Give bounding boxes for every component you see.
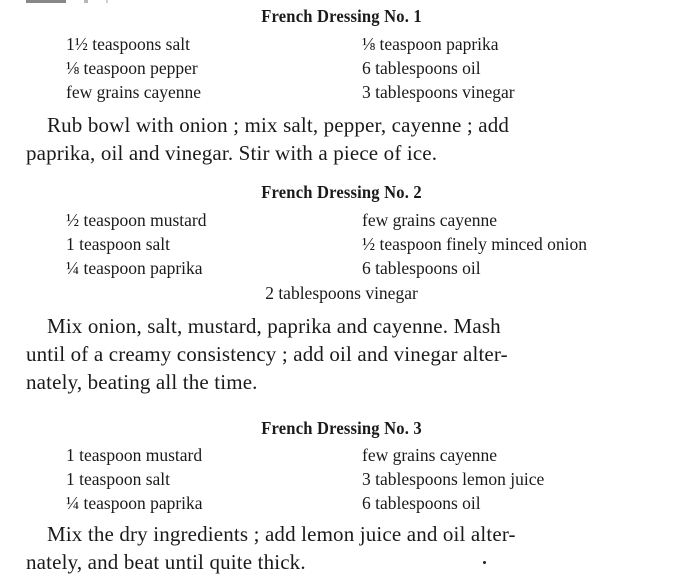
scan-speck: [483, 561, 486, 564]
directions-line: paprika, oil and vinegar. Stir with a piece of ice.: [26, 141, 438, 165]
ingredient: 3 tablespoons lemon juice: [362, 469, 545, 489]
ingredient: ¼ teaspoon paprika: [66, 258, 203, 278]
ingredient: ½ teaspoon finely minced onion: [362, 234, 588, 254]
recipe-title-1: French Dressing No. 1: [261, 6, 422, 26]
directions-line: until of a creamy consistency ; add oil and vinegar alter-: [26, 342, 508, 366]
recipe-directions-2: [26, 312, 666, 396]
directions-line: Rub bowl with onion ; mix salt, pepper, cayenne ; add: [47, 113, 510, 137]
recipe-title-3: French Dressing No. 3: [261, 418, 422, 438]
recipe-directions-1: [26, 111, 666, 167]
ingredient: ½ teaspoon mustard: [66, 210, 207, 230]
ingredient: 1 teaspoon salt: [66, 234, 171, 254]
ingredient: 1 teaspoon salt: [66, 469, 171, 489]
ingredient: few grains cayenne: [66, 82, 202, 102]
directions-line: nately, and beat until quite thick.: [26, 550, 306, 574]
directions-line: nately, beating all the time.: [26, 370, 258, 394]
ingredient: ⅛ teaspoon paprika: [362, 34, 499, 54]
ingredient: 6 tablespoons oil: [362, 258, 481, 278]
ingredient: 6 tablespoons oil: [362, 58, 481, 78]
ingredient: ⅛ teaspoon pepper: [66, 58, 198, 78]
cropped-previous-line: [26, 0, 116, 3]
recipe-directions-3: [26, 520, 666, 576]
ingredient: 1½ teaspoons salt: [66, 34, 190, 54]
ingredient: 3 tablespoons vinegar: [362, 82, 515, 102]
recipe-title-2: French Dressing No. 2: [261, 182, 422, 202]
ingredient: few grains cayenne: [362, 210, 498, 230]
ingredient: ¼ teaspoon paprika: [66, 493, 203, 513]
directions-line: Mix onion, salt, mustard, paprika and cayenne. Mash: [47, 314, 501, 338]
ingredient: 2 tablespoons vinegar: [265, 283, 418, 303]
ingredient: few grains cayenne: [362, 445, 498, 465]
ingredient: 1 teaspoon mustard: [66, 445, 203, 465]
ingredient: 6 tablespoons oil: [362, 493, 481, 513]
directions-line: Mix the dry ingredients ; add lemon juice and oil alter-: [47, 522, 516, 546]
